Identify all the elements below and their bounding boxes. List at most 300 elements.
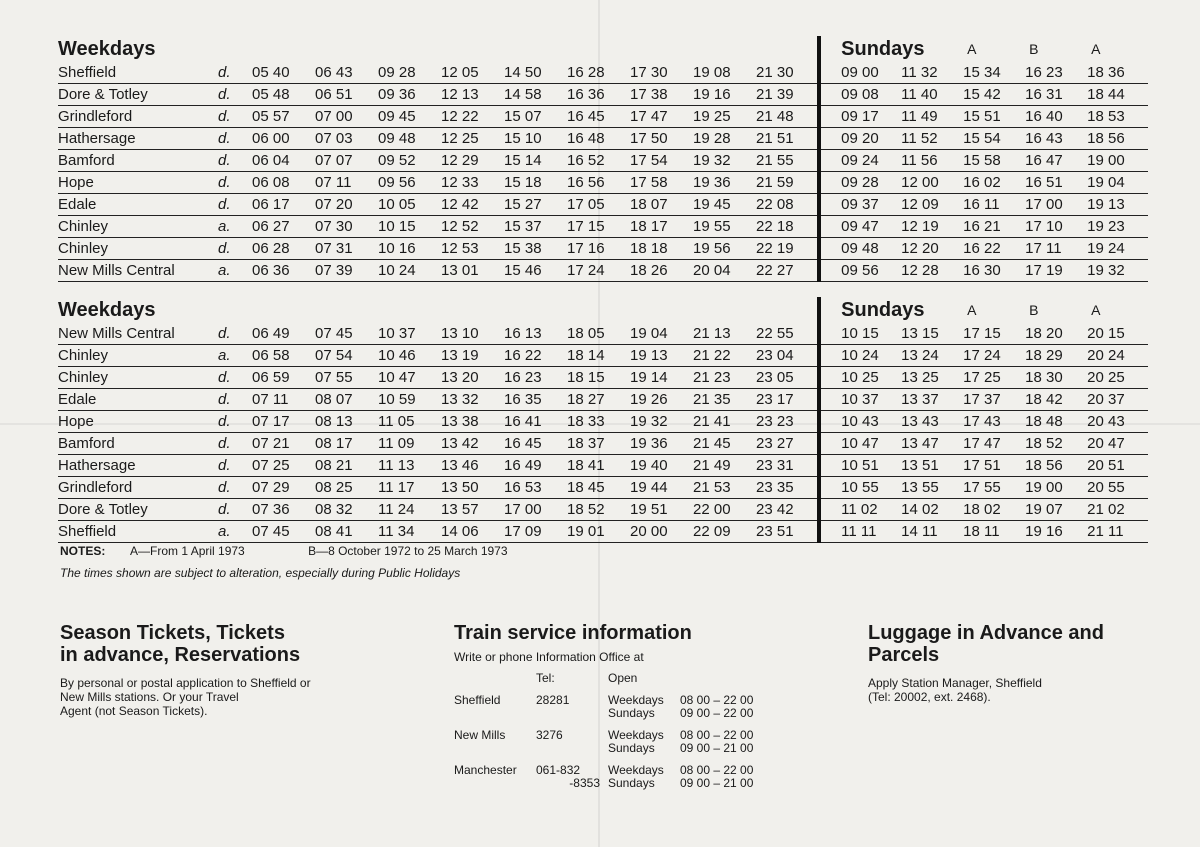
weekday-time: 06 00 bbox=[252, 128, 315, 150]
timetable-row bbox=[58, 411, 1148, 433]
weekday-time: 13 20 bbox=[441, 367, 504, 389]
weekday-time: 08 21 bbox=[315, 455, 378, 477]
timetable-row bbox=[58, 433, 1148, 455]
office-hours: 09 00 – 21 00 bbox=[680, 741, 754, 755]
weekday-time: 13 46 bbox=[441, 455, 504, 477]
office-hours: 08 00 – 22 00 bbox=[680, 763, 754, 777]
sunday-time: 20 37 bbox=[1087, 389, 1148, 411]
season-tickets-text: By personal or postal application to Sheffield or New Mills stations. Or your Travel Agent (not Season Tickets). bbox=[60, 676, 311, 718]
weekday-time: 23 51 bbox=[756, 521, 819, 543]
weekday-time: 23 35 bbox=[756, 477, 819, 499]
weekday-time: 10 16 bbox=[378, 238, 441, 260]
station-name: Chinley bbox=[58, 238, 218, 260]
weekday-time: 13 50 bbox=[441, 477, 504, 499]
weekday-time: 16 41 bbox=[504, 411, 567, 433]
sunday-time: 09 56 bbox=[819, 260, 901, 282]
arrive-depart-marker: a. bbox=[218, 260, 252, 282]
sunday-time: 11 40 bbox=[901, 84, 963, 106]
weekday-time: 23 27 bbox=[756, 433, 819, 455]
weekday-time: 16 28 bbox=[567, 62, 630, 84]
sunday-time: 19 00 bbox=[1025, 477, 1087, 499]
sunday-note-letter: B bbox=[1029, 41, 1039, 57]
sunday-time: 17 37 bbox=[963, 389, 1025, 411]
sunday-time: 17 51 bbox=[963, 455, 1025, 477]
arrive-depart-marker: a. bbox=[218, 345, 252, 367]
open-header: Open bbox=[608, 671, 638, 685]
station-name: Sheffield bbox=[58, 62, 218, 84]
weekday-time: 19 13 bbox=[630, 345, 693, 367]
weekday-time: 12 42 bbox=[441, 194, 504, 216]
weekday-time: 18 05 bbox=[567, 323, 630, 345]
station-name: Chinley bbox=[58, 367, 218, 389]
weekday-time: 11 17 bbox=[378, 477, 441, 499]
weekday-time: 10 15 bbox=[378, 216, 441, 238]
sunday-time: 13 47 bbox=[901, 433, 963, 455]
station-name: Hathersage bbox=[58, 455, 218, 477]
arrive-depart-marker: d. bbox=[218, 411, 252, 433]
weekday-time: 14 50 bbox=[504, 62, 567, 84]
sunday-time: 12 19 bbox=[901, 216, 963, 238]
weekday-time: 07 00 bbox=[315, 106, 378, 128]
office-row: -8353 Sundays 09 00 – 21 00 bbox=[569, 776, 754, 790]
weekday-time: 12 13 bbox=[441, 84, 504, 106]
sundays-heading: Sundays bbox=[819, 36, 963, 62]
weekday-time: 07 45 bbox=[315, 323, 378, 345]
office-name: Sheffield bbox=[454, 693, 501, 707]
weekday-time: 11 34 bbox=[378, 521, 441, 543]
weekday-time: 18 18 bbox=[630, 238, 693, 260]
weekday-time: 10 46 bbox=[378, 345, 441, 367]
station-name: New Mills Central bbox=[58, 323, 218, 345]
office-row: Sundays 09 00 – 21 00 bbox=[608, 741, 754, 755]
weekday-time: 10 37 bbox=[378, 323, 441, 345]
office-hours: 09 00 – 21 00 bbox=[680, 776, 754, 790]
info-header-row bbox=[454, 672, 753, 685]
sunday-time: 09 20 bbox=[819, 128, 901, 150]
weekday-time: 06 36 bbox=[252, 260, 315, 282]
weekday-time: 15 18 bbox=[504, 172, 567, 194]
station-name: Sheffield bbox=[58, 521, 218, 543]
sunday-time: 19 32 bbox=[1087, 260, 1148, 282]
arrive-depart-marker: d. bbox=[218, 433, 252, 455]
arrive-depart-marker: d. bbox=[218, 455, 252, 477]
weekday-time: 09 52 bbox=[378, 150, 441, 172]
weekday-time: 18 45 bbox=[567, 477, 630, 499]
sunday-time: 09 17 bbox=[819, 106, 901, 128]
weekday-time: 12 53 bbox=[441, 238, 504, 260]
office-name: New Mills bbox=[454, 728, 506, 742]
sunday-time: 13 37 bbox=[901, 389, 963, 411]
sunday-time: 15 54 bbox=[963, 128, 1025, 150]
sunday-time: 20 55 bbox=[1087, 477, 1148, 499]
weekday-time: 22 55 bbox=[756, 323, 819, 345]
weekday-time: 13 01 bbox=[441, 260, 504, 282]
station-name: Dore & Totley bbox=[58, 499, 218, 521]
weekday-time: 21 35 bbox=[693, 389, 756, 411]
weekday-time: 21 23 bbox=[693, 367, 756, 389]
sunday-time: 17 47 bbox=[963, 433, 1025, 455]
weekday-time: 20 04 bbox=[693, 260, 756, 282]
sunday-time: 15 58 bbox=[963, 150, 1025, 172]
train-service-info-section bbox=[454, 622, 794, 790]
timetable-sheffield-to-new-mills bbox=[58, 36, 1148, 282]
sunday-time: 18 11 bbox=[963, 521, 1025, 543]
weekday-time: 13 42 bbox=[441, 433, 504, 455]
arrive-depart-marker: a. bbox=[218, 521, 252, 543]
timetable-new-mills-to-sheffield bbox=[58, 297, 1148, 543]
weekday-time: 07 11 bbox=[315, 172, 378, 194]
weekday-time: 19 36 bbox=[693, 172, 756, 194]
luggage-parcels-section bbox=[868, 622, 1168, 704]
sunday-time: 11 02 bbox=[819, 499, 901, 521]
weekday-time: 15 10 bbox=[504, 128, 567, 150]
weekday-time: 17 24 bbox=[567, 260, 630, 282]
sunday-note-letter: A bbox=[967, 41, 977, 57]
arrive-depart-marker: d. bbox=[218, 150, 252, 172]
timetable-header-row bbox=[58, 297, 1148, 323]
weekday-time: 13 32 bbox=[441, 389, 504, 411]
weekday-time: 08 32 bbox=[315, 499, 378, 521]
weekday-time: 17 47 bbox=[630, 106, 693, 128]
arrive-depart-marker: d. bbox=[218, 367, 252, 389]
timetable-row bbox=[58, 260, 1148, 282]
weekday-time: 23 05 bbox=[756, 367, 819, 389]
weekday-time: 12 29 bbox=[441, 150, 504, 172]
weekday-time: 19 45 bbox=[693, 194, 756, 216]
sunday-note-letter: B bbox=[1029, 302, 1039, 318]
weekday-time: 22 09 bbox=[693, 521, 756, 543]
office-row: Manchester 061-832 Weekdays 08 00 – 22 00 bbox=[454, 763, 754, 777]
weekday-time: 07 55 bbox=[315, 367, 378, 389]
sunday-time: 18 44 bbox=[1087, 84, 1148, 106]
sunday-time: 12 20 bbox=[901, 238, 963, 260]
weekday-time: 21 53 bbox=[693, 477, 756, 499]
weekday-time: 06 58 bbox=[252, 345, 315, 367]
timetable-row bbox=[58, 62, 1148, 84]
weekday-time: 16 53 bbox=[504, 477, 567, 499]
station-name: Chinley bbox=[58, 216, 218, 238]
sunday-time: 16 43 bbox=[1025, 128, 1087, 150]
weekday-time: 17 16 bbox=[567, 238, 630, 260]
weekday-time: 20 00 bbox=[630, 521, 693, 543]
weekday-time: 15 38 bbox=[504, 238, 567, 260]
weekday-time: 19 32 bbox=[630, 411, 693, 433]
weekday-time: 16 48 bbox=[567, 128, 630, 150]
station-name: New Mills Central bbox=[58, 260, 218, 282]
timetable-row bbox=[58, 389, 1148, 411]
weekday-time: 21 22 bbox=[693, 345, 756, 367]
weekday-time: 09 45 bbox=[378, 106, 441, 128]
timetable-row bbox=[58, 194, 1148, 216]
station-name: Grindleford bbox=[58, 477, 218, 499]
weekday-time: 18 37 bbox=[567, 433, 630, 455]
weekday-time: 15 07 bbox=[504, 106, 567, 128]
sunday-time: 14 02 bbox=[901, 499, 963, 521]
weekday-time: 07 11 bbox=[252, 389, 315, 411]
sunday-time: 16 11 bbox=[963, 194, 1025, 216]
weekday-time: 17 38 bbox=[630, 84, 693, 106]
sunday-time: 13 51 bbox=[901, 455, 963, 477]
sunday-time: 19 24 bbox=[1087, 238, 1148, 260]
weekday-time: 15 14 bbox=[504, 150, 567, 172]
weekday-time: 07 54 bbox=[315, 345, 378, 367]
weekday-time: 06 27 bbox=[252, 216, 315, 238]
weekday-time: 21 55 bbox=[756, 150, 819, 172]
weekday-time: 16 52 bbox=[567, 150, 630, 172]
weekday-time: 18 33 bbox=[567, 411, 630, 433]
sunday-time: 18 29 bbox=[1025, 345, 1087, 367]
weekday-time: 08 41 bbox=[315, 521, 378, 543]
weekday-time: 13 57 bbox=[441, 499, 504, 521]
weekday-time: 17 54 bbox=[630, 150, 693, 172]
notes bbox=[60, 544, 508, 558]
timetable-row bbox=[58, 216, 1148, 238]
weekday-time: 19 44 bbox=[630, 477, 693, 499]
weekday-time: 07 29 bbox=[252, 477, 315, 499]
arrive-depart-marker: d. bbox=[218, 238, 252, 260]
season-tickets-title: Season Tickets, Tickets in advance, Reservations bbox=[60, 622, 301, 666]
weekday-time: 07 25 bbox=[252, 455, 315, 477]
station-name: Dore & Totley bbox=[58, 84, 218, 106]
weekday-time: 17 00 bbox=[504, 499, 567, 521]
sunday-time: 16 02 bbox=[963, 172, 1025, 194]
sunday-time: 17 00 bbox=[1025, 194, 1087, 216]
luggage-parcels-title: Luggage in Advance and Parcels bbox=[868, 622, 1104, 666]
sunday-time: 21 11 bbox=[1087, 521, 1148, 543]
sundays-heading: Sundays bbox=[819, 297, 963, 323]
office-tel: 28281 bbox=[536, 693, 570, 707]
sunday-time: 17 55 bbox=[963, 477, 1025, 499]
weekday-time: 18 27 bbox=[567, 389, 630, 411]
weekday-time: 10 24 bbox=[378, 260, 441, 282]
sunday-time: 09 24 bbox=[819, 150, 901, 172]
office-hours: 08 00 – 22 00 bbox=[680, 728, 754, 742]
weekday-time: 06 28 bbox=[252, 238, 315, 260]
station-name: Hathersage bbox=[58, 128, 218, 150]
note-b: B—8 October 1972 to 25 March 1973 bbox=[308, 544, 508, 558]
weekday-time: 19 08 bbox=[693, 62, 756, 84]
weekday-time: 19 36 bbox=[630, 433, 693, 455]
weekday-time: 14 58 bbox=[504, 84, 567, 106]
weekday-time: 23 23 bbox=[756, 411, 819, 433]
sunday-time: 10 37 bbox=[819, 389, 901, 411]
arrive-depart-marker: a. bbox=[218, 216, 252, 238]
timetable-row bbox=[58, 128, 1148, 150]
sunday-time: 10 25 bbox=[819, 367, 901, 389]
sunday-time: 09 37 bbox=[819, 194, 901, 216]
weekday-time: 18 07 bbox=[630, 194, 693, 216]
sunday-time: 20 43 bbox=[1087, 411, 1148, 433]
weekday-time: 21 59 bbox=[756, 172, 819, 194]
sunday-time: 16 40 bbox=[1025, 106, 1087, 128]
weekday-time: 10 05 bbox=[378, 194, 441, 216]
sunday-note-letter: A bbox=[1091, 302, 1101, 318]
sunday-time: 14 11 bbox=[901, 521, 963, 543]
arrive-depart-marker: d. bbox=[218, 194, 252, 216]
weekday-time: 21 45 bbox=[693, 433, 756, 455]
sunday-time: 11 52 bbox=[901, 128, 963, 150]
sunday-time: 19 00 bbox=[1087, 150, 1148, 172]
weekday-time: 07 31 bbox=[315, 238, 378, 260]
weekday-time: 16 35 bbox=[504, 389, 567, 411]
weekday-time: 21 30 bbox=[756, 62, 819, 84]
weekday-time: 07 21 bbox=[252, 433, 315, 455]
weekday-time: 16 36 bbox=[567, 84, 630, 106]
timetable-row bbox=[58, 499, 1148, 521]
weekday-time: 18 41 bbox=[567, 455, 630, 477]
sunday-time: 09 00 bbox=[819, 62, 901, 84]
weekday-time: 08 17 bbox=[315, 433, 378, 455]
sunday-time: 18 56 bbox=[1087, 128, 1148, 150]
weekday-time: 13 10 bbox=[441, 323, 504, 345]
sunday-time: 13 55 bbox=[901, 477, 963, 499]
weekday-time: 12 33 bbox=[441, 172, 504, 194]
weekday-time: 07 39 bbox=[315, 260, 378, 282]
sunday-time: 15 42 bbox=[963, 84, 1025, 106]
sunday-time: 10 24 bbox=[819, 345, 901, 367]
weekday-time: 12 05 bbox=[441, 62, 504, 84]
weekday-time: 17 05 bbox=[567, 194, 630, 216]
weekday-time: 18 52 bbox=[567, 499, 630, 521]
arrive-depart-marker: d. bbox=[218, 62, 252, 84]
weekday-time: 16 45 bbox=[567, 106, 630, 128]
weekday-time: 09 56 bbox=[378, 172, 441, 194]
sunday-time: 15 34 bbox=[963, 62, 1025, 84]
weekday-time: 09 36 bbox=[378, 84, 441, 106]
sunday-time: 10 55 bbox=[819, 477, 901, 499]
timetable-row bbox=[58, 106, 1148, 128]
weekday-time: 16 49 bbox=[504, 455, 567, 477]
station-name: Hope bbox=[58, 411, 218, 433]
timetable-row bbox=[58, 172, 1148, 194]
weekday-time: 17 09 bbox=[504, 521, 567, 543]
weekday-time: 16 45 bbox=[504, 433, 567, 455]
timetable-row bbox=[58, 150, 1148, 172]
weekday-time: 18 26 bbox=[630, 260, 693, 282]
weekday-time: 07 36 bbox=[252, 499, 315, 521]
sunday-time: 18 52 bbox=[1025, 433, 1087, 455]
arrive-depart-marker: d. bbox=[218, 106, 252, 128]
station-name: Grindleford bbox=[58, 106, 218, 128]
weekday-time: 07 07 bbox=[315, 150, 378, 172]
weekday-time: 06 04 bbox=[252, 150, 315, 172]
sunday-time: 10 43 bbox=[819, 411, 901, 433]
sunday-time: 18 42 bbox=[1025, 389, 1087, 411]
office-hours: 09 00 – 22 00 bbox=[680, 706, 754, 720]
weekday-time: 18 15 bbox=[567, 367, 630, 389]
sunday-time: 16 30 bbox=[963, 260, 1025, 282]
sunday-time: 17 10 bbox=[1025, 216, 1087, 238]
sunday-time: 13 15 bbox=[901, 323, 963, 345]
sunday-time: 21 02 bbox=[1087, 499, 1148, 521]
weekday-time: 11 24 bbox=[378, 499, 441, 521]
sunday-time: 18 48 bbox=[1025, 411, 1087, 433]
weekday-time: 23 42 bbox=[756, 499, 819, 521]
weekday-time: 21 51 bbox=[756, 128, 819, 150]
weekday-time: 11 09 bbox=[378, 433, 441, 455]
office-name: Manchester bbox=[454, 763, 517, 777]
timetable-row bbox=[58, 84, 1148, 106]
sunday-time: 19 23 bbox=[1087, 216, 1148, 238]
notes-disclaimer: The times shown are subject to alteration, especially during Public Holidays bbox=[60, 566, 461, 580]
weekday-time: 10 47 bbox=[378, 367, 441, 389]
weekday-time: 22 18 bbox=[756, 216, 819, 238]
station-name: Bamford bbox=[58, 150, 218, 172]
weekday-time: 22 00 bbox=[693, 499, 756, 521]
office-row: New Mills 3276 Weekdays 08 00 – 22 00 bbox=[454, 728, 754, 742]
weekday-time: 15 27 bbox=[504, 194, 567, 216]
weekday-time: 07 20 bbox=[315, 194, 378, 216]
season-tickets-section bbox=[60, 622, 390, 718]
weekday-time: 19 40 bbox=[630, 455, 693, 477]
weekday-time: 11 13 bbox=[378, 455, 441, 477]
weekday-time: 17 58 bbox=[630, 172, 693, 194]
station-name: Bamford bbox=[58, 433, 218, 455]
weekday-time: 05 48 bbox=[252, 84, 315, 106]
office-hours: 08 00 – 22 00 bbox=[680, 693, 754, 707]
timetable-row bbox=[58, 323, 1148, 345]
train-service-info-intro: Write or phone Information Office at bbox=[454, 650, 644, 664]
weekday-time: 21 41 bbox=[693, 411, 756, 433]
weekday-time: 21 13 bbox=[693, 323, 756, 345]
weekday-time: 19 56 bbox=[693, 238, 756, 260]
sunday-time: 17 25 bbox=[963, 367, 1025, 389]
weekday-time: 19 01 bbox=[567, 521, 630, 543]
sunday-time: 09 28 bbox=[819, 172, 901, 194]
weekday-time: 18 17 bbox=[630, 216, 693, 238]
weekday-time: 07 03 bbox=[315, 128, 378, 150]
weekday-time: 11 05 bbox=[378, 411, 441, 433]
timetable-row bbox=[58, 345, 1148, 367]
weekday-time: 06 43 bbox=[315, 62, 378, 84]
sunday-time: 11 49 bbox=[901, 106, 963, 128]
weekday-time: 19 26 bbox=[630, 389, 693, 411]
weekday-time: 18 14 bbox=[567, 345, 630, 367]
weekday-time: 14 06 bbox=[441, 521, 504, 543]
sunday-time: 20 24 bbox=[1087, 345, 1148, 367]
sunday-time: 10 15 bbox=[819, 323, 901, 345]
timetable-row bbox=[58, 521, 1148, 543]
station-name: Edale bbox=[58, 194, 218, 216]
sunday-time: 09 08 bbox=[819, 84, 901, 106]
weekday-time: 12 52 bbox=[441, 216, 504, 238]
weekday-time: 06 49 bbox=[252, 323, 315, 345]
weekday-time: 09 28 bbox=[378, 62, 441, 84]
sunday-time: 11 56 bbox=[901, 150, 963, 172]
weekday-time: 16 56 bbox=[567, 172, 630, 194]
timetable-row bbox=[58, 238, 1148, 260]
weekday-time: 06 51 bbox=[315, 84, 378, 106]
sunday-time: 12 00 bbox=[901, 172, 963, 194]
weekday-time: 17 15 bbox=[567, 216, 630, 238]
weekday-time: 10 59 bbox=[378, 389, 441, 411]
weekday-time: 08 25 bbox=[315, 477, 378, 499]
sunday-time: 18 36 bbox=[1087, 62, 1148, 84]
sunday-time: 20 51 bbox=[1087, 455, 1148, 477]
weekday-time: 05 40 bbox=[252, 62, 315, 84]
weekday-time: 23 31 bbox=[756, 455, 819, 477]
arrive-depart-marker: d. bbox=[218, 389, 252, 411]
station-name: Hope bbox=[58, 172, 218, 194]
notes-label: NOTES: bbox=[60, 544, 106, 558]
arrive-depart-marker: d. bbox=[218, 84, 252, 106]
weekday-time: 19 32 bbox=[693, 150, 756, 172]
weekdays-heading: Weekdays bbox=[58, 299, 156, 321]
timetable-header-row bbox=[58, 36, 1148, 62]
sunday-time: 16 31 bbox=[1025, 84, 1087, 106]
sunday-time: 12 09 bbox=[901, 194, 963, 216]
weekday-time: 13 38 bbox=[441, 411, 504, 433]
